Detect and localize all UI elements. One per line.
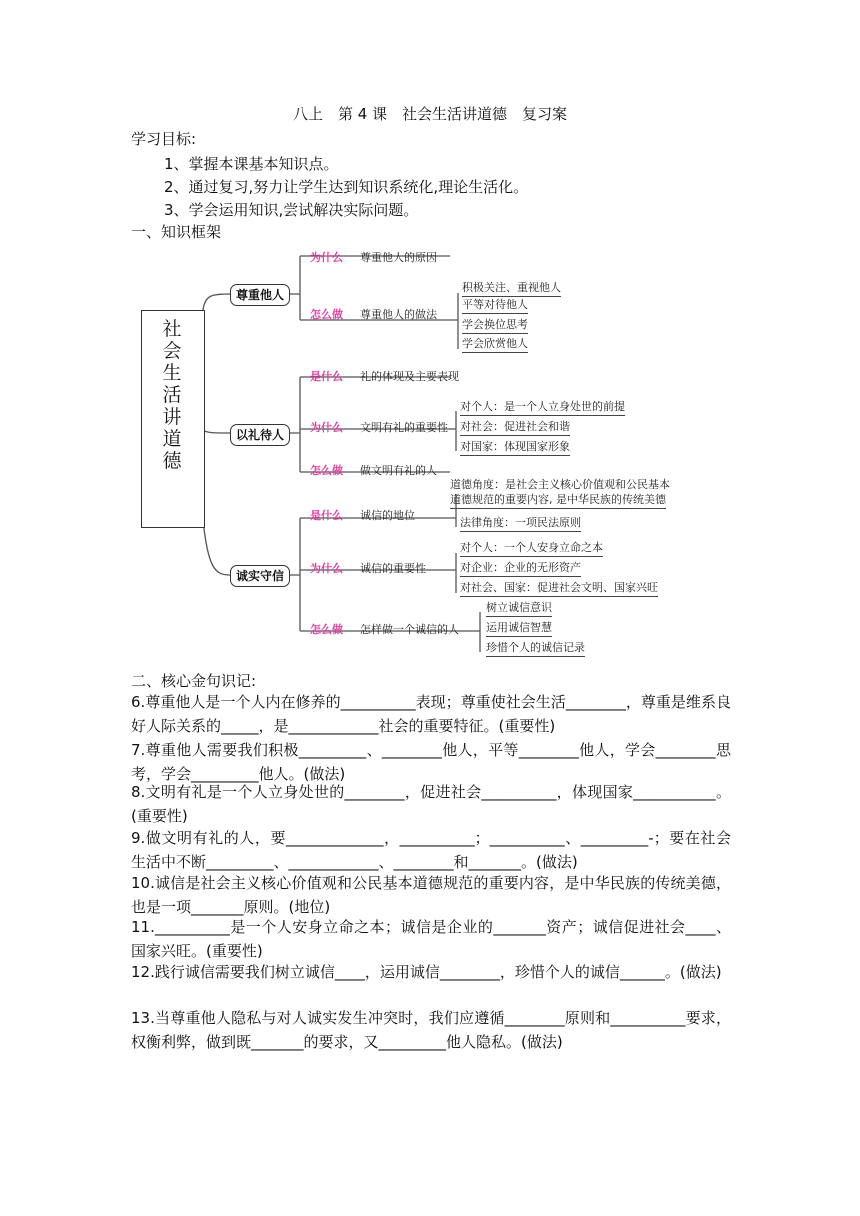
leaf-item: 树立诚信意识: [486, 599, 552, 617]
section-heading: 一、知识框架: [131, 223, 222, 241]
page-title: 八上 第 4 课 社会生活讲道德 复习案: [292, 105, 568, 123]
leaf-item: 对国家：体现国家形象: [460, 438, 570, 456]
branch-label: 文明有礼的重要性: [360, 421, 448, 434]
leaf-item: 学会换位思考: [462, 316, 528, 334]
leaf-item: 对个人：一个人安身立命之本: [460, 539, 603, 557]
section-heading: 二、核心金句识记:: [131, 672, 257, 690]
question-item: 10.诚信是社会主义核心价值观和公民基本道德规范的重要内容，是中华民族的传统美德，也是一项_______原则。(地位): [131, 874, 731, 916]
question-item: 9.做文明有礼的人，要_____________，__________；__________、_________-；要在社会生活中不断_________、____________、________和_______。(做法): [131, 829, 731, 871]
question-item: 7.尊重他人需要我们积极_________、________他人，平等________他人，学会________思考，学会_________他人。(做法): [131, 741, 731, 783]
leaf-item: 对企业：企业的无形资产: [460, 559, 581, 577]
node-integrity: 诚实守信: [230, 565, 290, 587]
question-item: 8.文明有礼是一个人立身处世的________，促进社会__________，体现国家___________。(重要性): [131, 783, 731, 825]
leaf-item: 道德规范的重要内容, 是中华民族的传统美德: [450, 491, 666, 509]
goal-item: 2、通过复习,努力让学生达到知识系统化,理论生活化。: [164, 178, 529, 196]
tag-how: 怎么做: [310, 464, 343, 477]
leaf-item: 运用诚信智慧: [486, 619, 552, 637]
tag-how: 怎么做: [310, 308, 343, 321]
branch-label: 尊重他人的做法: [360, 308, 437, 321]
leaf-item: 道德角度：是社会主义核心价值观和公民基本: [450, 478, 670, 491]
leaf-item: 对社会、国家：促进社会文明、国家兴旺: [460, 579, 658, 597]
question-item: 11.__________是一个人安身立命之本；诚信是企业的_______资产；诚信促进社会____、国家兴旺。(重要性): [131, 918, 731, 960]
branch-label: 诚信的重要性: [360, 562, 426, 575]
goal-item: 1、掌握本课基本知识点。: [164, 155, 339, 173]
tag-why: 为什么: [310, 421, 343, 434]
tag-what: 是什么: [310, 509, 343, 522]
goal-item: 3、学会运用知识,尝试解决实际问题。: [164, 201, 419, 219]
tag-what: 是什么: [310, 370, 343, 383]
leaf-item: 珍惜个人的诚信记录: [486, 639, 585, 657]
question-item: 6.尊重他人是一个人内在修养的__________表现；尊重使社会生活________，尊重是维系良好人际关系的_____，是____________社会的重要特征。(重要性): [131, 693, 731, 735]
branch-label: 做文明有礼的人: [360, 464, 437, 477]
node-respect-others: 尊重他人: [230, 284, 290, 306]
branch-label: 尊重他人的原因: [360, 251, 437, 264]
node-courtesy: 以礼待人: [230, 424, 290, 446]
leaf-item: 平等对待他人: [462, 296, 528, 314]
branch-label: 怎样做一个诚信的人: [360, 623, 459, 636]
leaf-item: 对个人：是一个人立身处世的前提: [460, 398, 625, 416]
tag-why: 为什么: [310, 562, 343, 575]
leaf-item: 学会欣赏他人: [462, 335, 528, 353]
question-item: 13.当尊重他人隐私与对人诚实发生冲突时，我们应遵循________原则和__________要求，权衡利弊，做到既_______的要求，又_________他人隐私。(做法): [131, 1009, 731, 1051]
branch-label: 诚信的地位: [360, 509, 415, 522]
root-label: 社会生活讲道德: [162, 318, 182, 472]
tag-how: 怎么做: [310, 623, 343, 636]
leaf-item: 对社会：促进社会和谐: [460, 418, 570, 436]
goals-heading: 学习目标:: [131, 130, 197, 148]
tag-why: 为什么: [310, 251, 343, 264]
question-item: 12.践行诚信需要我们树立诚信____，运用诚信________，珍惜个人的诚信______。(做法): [131, 963, 722, 981]
leaf-item: 法律角度：一项民法原则: [460, 514, 581, 532]
branch-label: 礼的体现及主要表现: [360, 370, 459, 383]
leaf-item: 积极关注、重视他人: [462, 279, 561, 297]
